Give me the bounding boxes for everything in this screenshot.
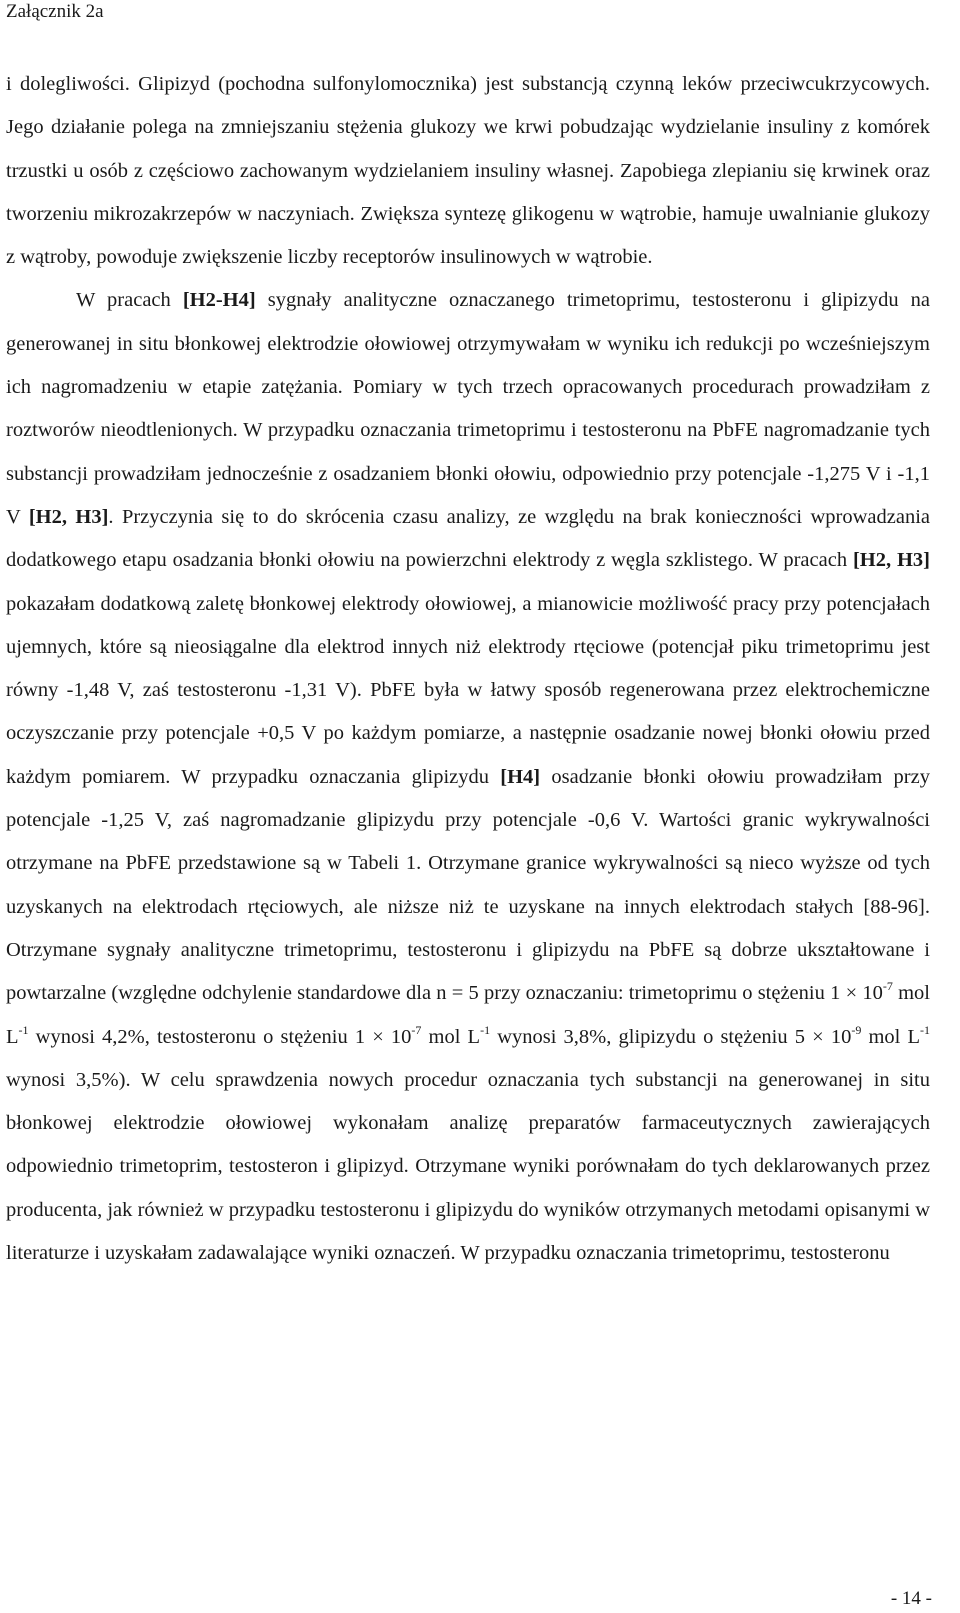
page-number: - 14 - [890,1588,932,1609]
reference: [H2, H3] [28,505,109,528]
text-run: . Przyczynia się to do skrócenia czasu analizy, ze względu na brak konieczności wprowadzania dodatkowego etapu osadzania błonki ołowiu na powierzchni elektrody z węgla szklistego. W pracach [6,505,931,572]
paragraph-1 [6,63,930,279]
text-run: pokazałam dodatkową zaletę błonkowej elektrody ołowiowej, a mianowicie możliwość pracy przy potencjałach ujemnych, które są nieosiągalne dla elektrod innych niż elektrody rtęciowe (potencjał piku trimetoprimu jest równy -1,48 V, zaś testosteronu -1,31 V). PbFE była w łatwy sposób regenerowana przez elektrochemiczne oczyszczanie przy potencjale +0,5 V po każdym pomiarze, a następnie osadzanie nowej błonki ołowiu przed każdym pomiarem. W przypadku oznaczania glipizydu [6,592,930,788]
text-run: mol L [6,982,930,1048]
paragraph-2 [6,279,930,1275]
exponent: -1 [18,1022,29,1037]
reference: [H2-H4] [182,289,256,312]
page-header: Załącznik 2a [6,1,104,22]
text-run: wynosi 3,5%). W celu sprawdzenia nowych procedur oznaczania tych substancji na generowanej in situ błonkowej elektrodzie ołowiowej wykonałam analizę preparatów farmaceutycznych zawierających odpowiednio trimetoprim, testosteron i glipizyd. Otrzymane wyniki porównałam do tych deklarowanych przez producenta, jak również w przypadku testosteronu i glipizydu do wyników otrzymanych metodami opisanymi w literaturze i uzyskałam zadawalające wyniki oznaczeń. W przypadku oznaczania trimetoprimu, testosteronu [6,1068,930,1265]
text-run: mol L [861,1025,920,1048]
reference: [H4] [500,765,541,788]
text-run: W pracach [76,289,183,312]
text-run: sygnały analityczne oznaczanego trimetoprimu, testosteronu i glipizydu na generowanej in situ błonkowej elektrodzie ołowiowej otrzymywałam w wyniku ich redukcji po wcześniejszym ich nagromadzeniu w etapie zatężania. Pomiary w tych trzech opracowanych procedurach prowadziłam z roztworów nieodtlenionych. W przypadku oznaczania trimetoprimu i testosteronu na PbFE nagromadzanie tych substancji prowadziłam jednocześnie z osadzaniem błonki ołowiu, odpowiednio przy potencjale -1,275 V i -1,1 V [6,289,930,528]
text-run: wynosi 3,8%, glipizydu o stężeniu 5 × 10 [490,1025,852,1048]
reference: [H2, H3] [852,549,930,572]
exponent: -7 [411,1022,422,1037]
text-run: mol L [421,1025,481,1048]
text-run: wynosi 4,2%, testosteronu o stężeniu 1 × 10 [28,1025,412,1048]
exponent: -1 [920,1022,930,1037]
text-run: i dolegliwości. Glipizyd (pochodna sulfonylomocznika) jest substancją czynną leków przeciwcukrzycowych. Jego działanie polega na zmniejszaniu stężenia glukozy we krwi pobudzając wydzielanie insuliny z komórek trzustki u osób z częściowo zachowanym wydzielaniem insuliny własnej. Zapobiega zlepianiu się krwinek oraz tworzeniu mikrozakrzepów w naczyniach. Zwiększa syntezę glikogenu w wątrobie, hamuje uwalnianie glukozy z wątroby, powoduje zwiększenie liczby receptorów insulinowych w wątrobie. [6,73,930,269]
exponent: -1 [480,1022,491,1037]
exponent: -9 [851,1022,862,1037]
text-run: osadzanie błonki ołowiu prowadziłam przy potencjale -1,25 V, zaś nagromadzanie glipizydu przy potencjale -0,6 V. Wartości granic wykrywalności otrzymane na PbFE przedstawione są w Tabeli 1. Otrzymane granice wykrywalności są nieco wyższe od tych uzyskanych na elektrodach rtęciowych, ale niższe niż te uzyskane na innych elektrodach stałych [88-96]. Otrzymane sygnały analityczne trimetoprimu, testosteronu i glipizydu na PbFE są dobrze ukształtowane i powtarzalne (względne odchylenie standardowe dla n = 5 przy oznaczaniu: trimetoprimu o stężeniu 1 × 10 [6,765,930,1005]
exponent: -7 [882,979,893,994]
document-body [6,63,930,1275]
